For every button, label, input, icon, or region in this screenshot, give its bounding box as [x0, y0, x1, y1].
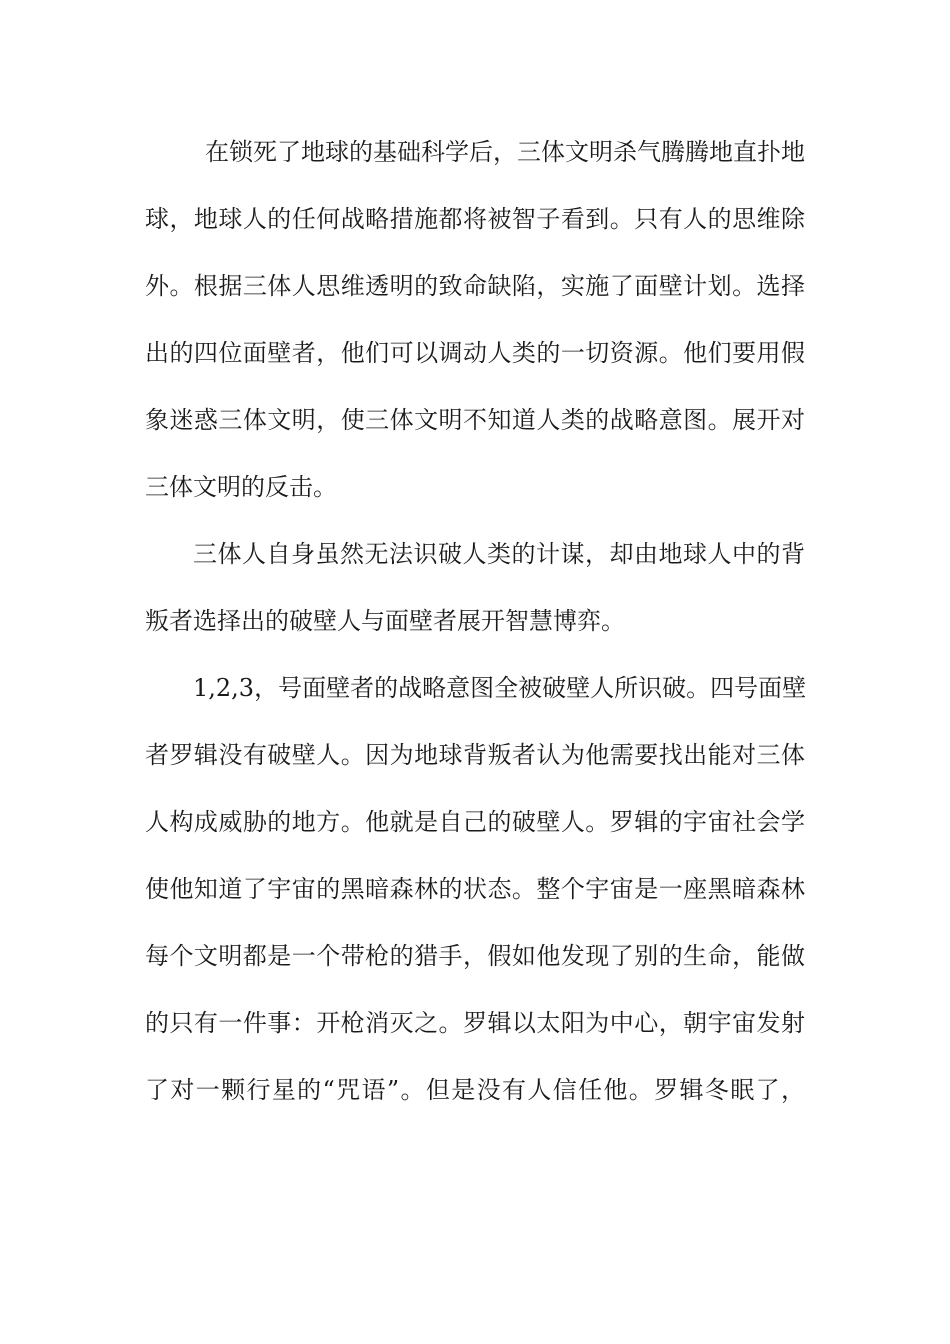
text-line: 出的四位面壁者，他们可以调动人类的一切资源。他们要用假: [145, 339, 805, 367]
text-line: 叛者选择出的破壁人与面壁者展开智慧博弈。: [145, 607, 625, 635]
text-line: 球，地球人的任何战略措施都将被智子看到。只有人的思维除: [145, 205, 805, 233]
paragraph-3: [145, 664, 805, 1114]
text-line: 三体人自身虽然无法识破人类的计谋，却由地球人中的背: [193, 540, 805, 568]
text-line: 了对一颗行星的“咒语”。但是没有人信任他。罗辑冬眠了，: [145, 1076, 805, 1104]
text-line: 每个文明都是一个带枪的猎手，假如他发现了别的生命，能做: [145, 942, 805, 970]
text-line: 三体文明的反击。: [145, 473, 337, 501]
document-body: [145, 128, 805, 1133]
text-line: 在锁死了地球的基础科学后，三体文明杀气腾腾地直扑地: [205, 138, 805, 166]
paragraph-2: [145, 530, 805, 645]
text-line: 外。根据三体人思维透明的致命缺陷，实施了面壁计划。选择: [145, 272, 805, 300]
text-line: 1,2,3，号面壁者的战略意图全被破壁人所识破。四号面壁: [193, 674, 807, 702]
text-line: 的只有一件事：开枪消灭之。罗辑以太阳为中心，朝宇宙发射: [145, 1009, 805, 1037]
text-line: 使他知道了宇宙的黑暗森林的状态。整个宇宙是一座黑暗森林: [145, 875, 805, 903]
text-line: 者罗辑没有破壁人。因为地球背叛者认为他需要找出能对三体: [145, 741, 805, 769]
text-line: 象迷惑三体文明，使三体文明不知道人类的战略意图。展开对: [145, 406, 805, 434]
text-line: 人构成威胁的地方。他就是自己的破壁人。罗辑的宇宙社会学: [145, 808, 805, 836]
paragraph-1: [145, 128, 805, 511]
